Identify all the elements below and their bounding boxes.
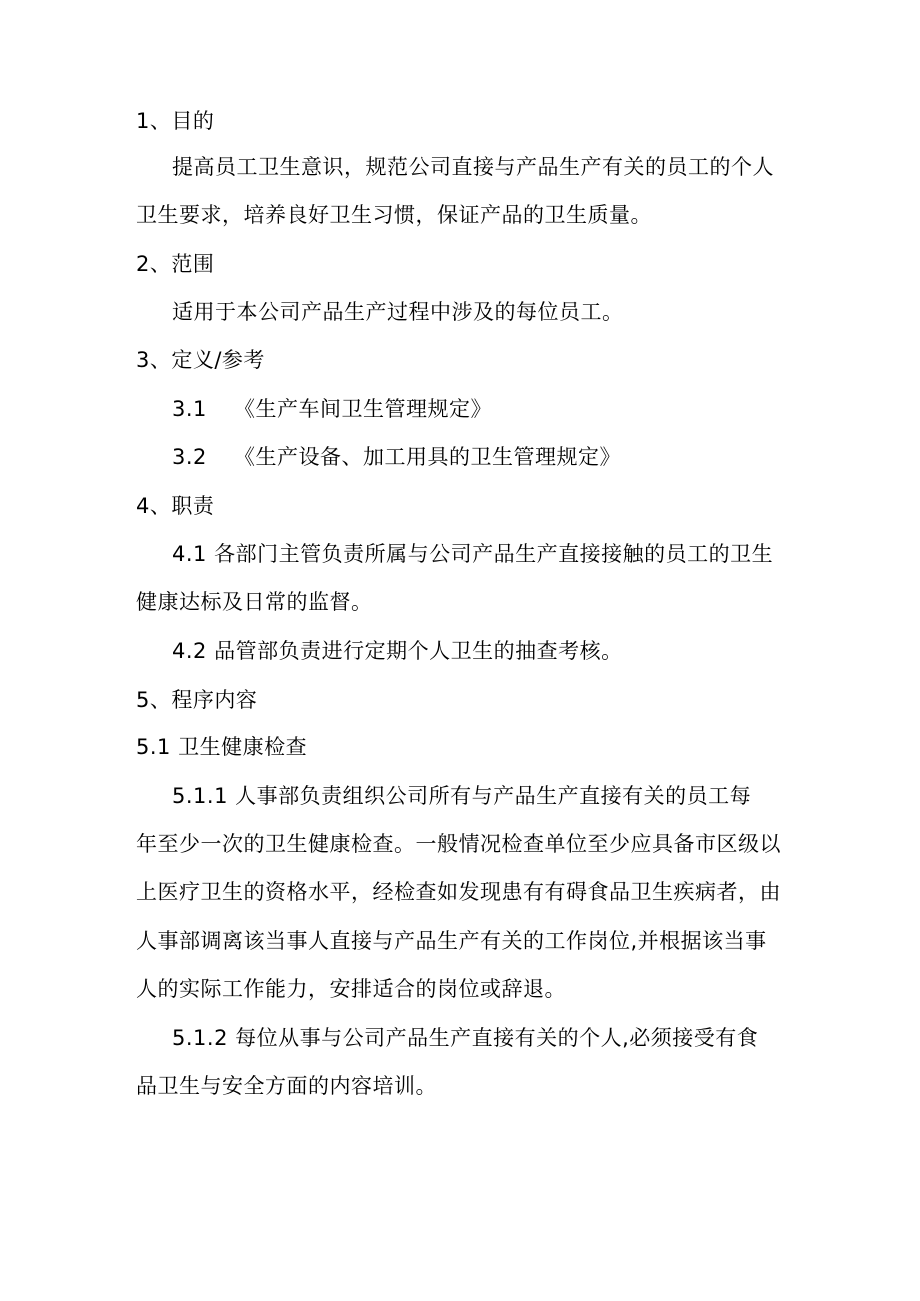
section-5-1-2-line-2: 品卫生与安全方面的内容培训。	[136, 1074, 437, 1098]
section-5-1-2-line-1: 5.1.2 每位从事与公司产品生产直接有关的个人,必须接受有食	[172, 1026, 759, 1050]
section-5-1-1-line-3: 上医疗卫生的资格水平，经检查如发现患有有碍食品卫生疾病者，由	[136, 880, 781, 904]
reference-item-2	[172, 443, 621, 471]
section-1-title: 1、目的	[136, 109, 215, 133]
reference-item-1-text: 《生产车间卫生管理规定》	[234, 397, 492, 421]
section-5-1-1-line-5: 人的实际工作能力，安排适合的岗位或辞退。	[136, 977, 566, 1001]
section-1-paragraph-line-1: 提高员工卫生意识，规范公司直接与产品生产有关的员工的个人	[172, 155, 774, 179]
section-3-title: 3、定义/参考	[136, 348, 265, 372]
reference-item-2-number: 3.2	[172, 445, 207, 469]
section-2-title: 2、范围	[136, 252, 215, 276]
reference-item-2-text: 《生产设备、加工用具的卫生管理规定》	[234, 445, 621, 469]
section-4-item-1-line-1: 4.1 各部门主管负责所属与公司产品生产直接接触的员工的卫生	[172, 542, 774, 566]
section-1-paragraph-line-2: 卫生要求，培养良好卫生习惯，保证产品的卫生质量。	[136, 203, 652, 227]
section-5-1-title: 5.1 卫生健康检查	[136, 735, 308, 759]
section-5-title: 5、程序内容	[136, 688, 258, 712]
section-4-title: 4、职责	[136, 494, 215, 518]
section-4-item-2: 4.2 品管部负责进行定期个人卫生的抽查考核。	[172, 639, 623, 663]
section-4-item-1-line-2: 健康达标及日常的监督。	[136, 590, 373, 614]
reference-item-1	[172, 395, 492, 423]
reference-item-1-number: 3.1	[172, 397, 207, 421]
section-5-1-1-line-2: 年至少一次的卫生健康检查。一般情况检查单位至少应具备市区级以	[136, 832, 781, 856]
section-5-1-1-line-4: 人事部调离该当事人直接与产品生产有关的工作岗位,并根据该当事	[136, 929, 767, 953]
section-5-1-1-line-1: 5.1.1 人事部负责组织公司所有与产品生产直接有关的员工每	[172, 784, 752, 808]
section-2-paragraph: 适用于本公司产品生产过程中涉及的每位员工。	[172, 300, 624, 324]
